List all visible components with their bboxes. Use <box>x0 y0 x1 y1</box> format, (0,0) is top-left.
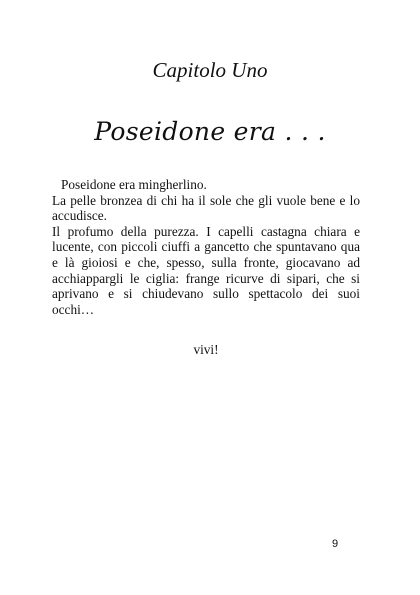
chapter-title: Poseidone era . . . <box>94 117 326 146</box>
body-text <box>52 177 360 317</box>
paragraph-1: Poseidone era mingherlino. <box>61 177 207 192</box>
paragraph-2: La pelle bronzea di chi ha il sole che gli vuole bene e lo accudisce. <box>52 192 360 224</box>
paragraph-3: Il profumo della purezza. I capelli castagna chiara e lucente, con piccoli ciuffi a gancetto che spuntavano qua e là gioiosi e che, spesso, sulla fronte, giocavano ad acchiappargli le ciglia: frange ricurve di sipari, che si aprivano e si chiudevano sullo spettacolo dei suoi occhi… <box>52 223 360 317</box>
page-number: 9 <box>331 538 339 550</box>
closing-line: vivi! <box>193 342 219 357</box>
chapter-label: Capitolo Uno <box>152 58 268 82</box>
